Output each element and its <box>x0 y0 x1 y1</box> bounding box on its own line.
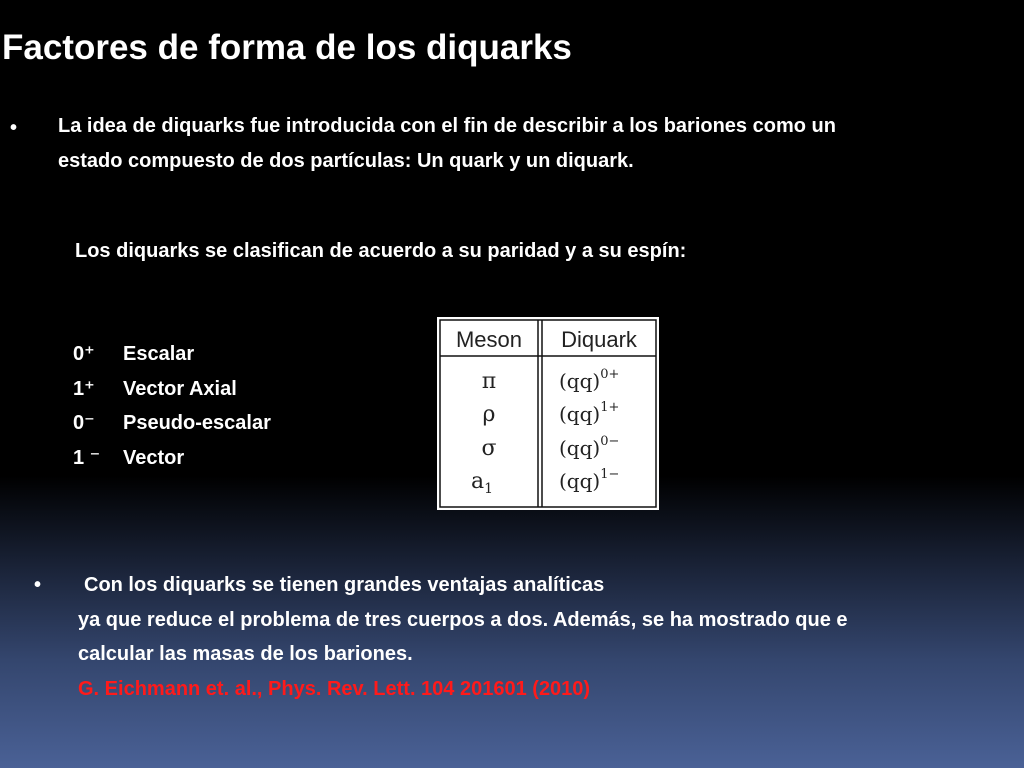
meson-symbol: $a_1$ <box>470 469 494 497</box>
diquark-type: Escalar <box>123 343 195 365</box>
parity-spin-code: 1⁺ <box>73 377 95 400</box>
classification-intro: Los diquarks se clasifican de acuerdo a su paridad y a su espín: <box>75 240 687 262</box>
meson-symbol: π <box>481 369 497 394</box>
list-item <box>73 372 271 407</box>
diquark-type: Pseudo-escalar <box>123 412 271 434</box>
reference-citation: G. Eichmann et. al., Phys. Rev. Lett. 104 201601 (2010) <box>78 677 591 700</box>
bullet-icon: • <box>10 117 18 139</box>
header-meson: Meson <box>455 327 523 352</box>
bullet-icon: • <box>34 574 42 596</box>
classification-list <box>73 337 271 475</box>
intro-line-2: estado compuesto de dos partículas: Un quark y un diquark. <box>58 150 634 172</box>
meson-diquark-table <box>437 317 659 510</box>
advantages-paragraph <box>78 568 848 706</box>
header-diquark: Diquark <box>561 327 637 352</box>
advantages-line-1: Con los diquarks se tienen grandes ventajas analíticas <box>84 574 605 596</box>
advantages-line-3: calcular las masas de los bariones. <box>78 643 413 665</box>
list-item <box>73 406 271 441</box>
diquark-symbol: (qq)$^{1+}$ <box>559 400 620 426</box>
diquark-type: Vector Axial <box>123 377 237 400</box>
diquark-symbol: (qq)$^{0-}$ <box>559 434 620 460</box>
list-item <box>73 337 271 372</box>
advantages-line-2: ya que reduce el problema de tres cuerpos a dos. Además, se ha mostrado que e <box>78 608 848 631</box>
list-item <box>73 441 271 476</box>
meson-symbol: ρ <box>482 402 496 427</box>
diquark-symbol: (qq)$^{1-}$ <box>559 467 620 493</box>
diquark-type: Vector <box>123 446 185 469</box>
meson-symbol: σ <box>481 436 497 461</box>
diquark-symbol: (qq)$^{0+}$ <box>559 367 620 393</box>
intro-line-1: La idea de diquarks fue introducida con el fin de describir a los bariones como un <box>58 115 836 137</box>
parity-spin-code: 0⁺ <box>73 343 95 365</box>
table-graphic <box>437 317 659 510</box>
intro-paragraph <box>58 109 836 179</box>
parity-spin-code: 0⁻ <box>73 412 95 434</box>
parity-spin-code: 1 ⁻ <box>73 446 101 469</box>
slide-title: Factores de forma de los diquarks <box>2 28 572 67</box>
